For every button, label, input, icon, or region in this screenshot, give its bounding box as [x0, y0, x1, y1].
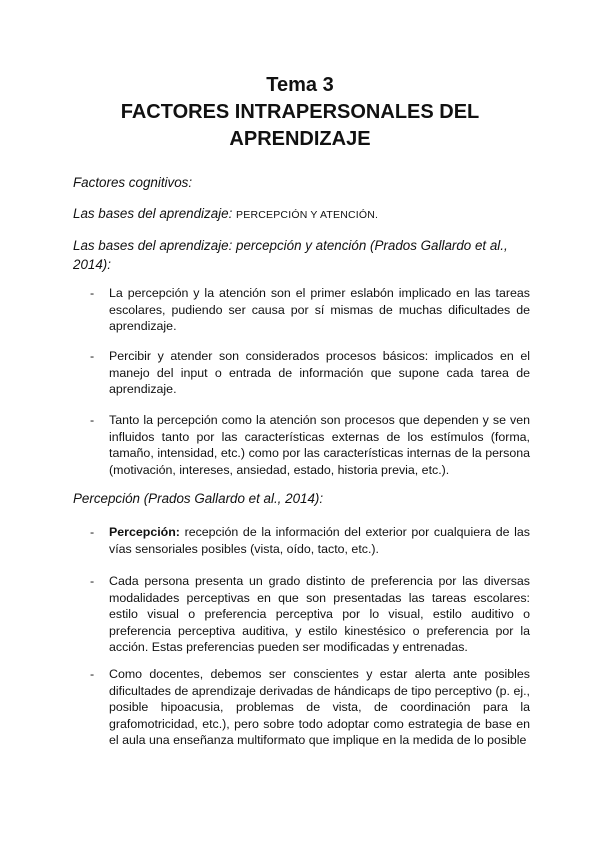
bases-reference-heading: Las bases del aprendizaje: percepción y atención (Prados Gallardo et al., 2014):: [73, 238, 508, 272]
bases-heading-smallcaps: PERCEPCIÓN Y ATENCIÓN.: [236, 209, 379, 221]
perception-term: Percepción:: [109, 525, 180, 539]
chapter-title-line-2: APRENDIZAJE: [229, 128, 371, 150]
section-cognitive-heading: Factores cognitivos:: [73, 175, 193, 190]
list-dash: -: [90, 574, 95, 588]
chapter-number: Tema 3: [266, 74, 334, 96]
list-item-text: Percibir y atender son considerados procesos básicos: implicados en el manejo del input o entrada de información que supone cada tarea de aprendizaje.: [109, 349, 530, 396]
list-item: [90, 285, 530, 335]
list-item: [90, 412, 530, 478]
bases-heading: [73, 204, 533, 225]
list-item-text: Cada persona presenta un grado distinto de preferencia por las diversas modalidades perceptivas en que son presentadas las tareas escolares: estilo visual o preferencia perceptiva por lo visual, estilo auditivo o preferencia perceptiva auditiva, y estilo kinestésico o preferencia por la acción. Estas preferencias pueden ser modificadas y entrenadas.: [109, 574, 530, 654]
list-dash: -: [90, 286, 95, 300]
list-dash: -: [90, 525, 95, 539]
list-item-text: Como docentes, debemos ser conscientes y estar alerta ante posibles dificultades de aprendizaje derivadas de hándicaps de tipo perceptivo (p. ej., posible hipoacusia, problemas de vista, de coordinación para la grafomotricidad, etc.), pero sobre todo adoptar como estrategia de base en el aula una enseñanza multiformato que implique en la medida de lo posible: [109, 667, 530, 747]
list-item-text: Tanto la percepción como la atención son procesos que dependen y se ven influidos tanto por las características externas de los estímulos (forma, tamaño, intensidad, etc.) como por las características internas de la persona (motivación, intereses, ansiedad, estado, historia previa, etc.).: [109, 413, 530, 477]
list-dash: -: [90, 413, 95, 427]
list-dash: -: [90, 349, 95, 363]
perception-definition: recepción de la información del exterior por cualquiera de las vías sensoriales posibles (vista, oído, tacto, etc.).: [109, 525, 530, 556]
list-item: [90, 666, 530, 749]
chapter-title-line-1: FACTORES INTRAPERSONALES DEL: [120, 101, 480, 123]
list-item-text: La percepción y la atención son el primer eslabón implicado en las tareas escolares, pudiendo ser causa por sí mismas de muchas dificultades de aprendizaje.: [109, 286, 530, 333]
list-item: [90, 573, 530, 656]
perception-heading: Percepción (Prados Gallardo et al., 2014):: [73, 491, 324, 506]
list-item: [90, 348, 530, 398]
list-item-text: [109, 524, 530, 557]
list-dash: -: [90, 667, 95, 681]
list-item: [90, 524, 530, 557]
bases-heading-prefix: Las bases del aprendizaje:: [73, 206, 233, 221]
